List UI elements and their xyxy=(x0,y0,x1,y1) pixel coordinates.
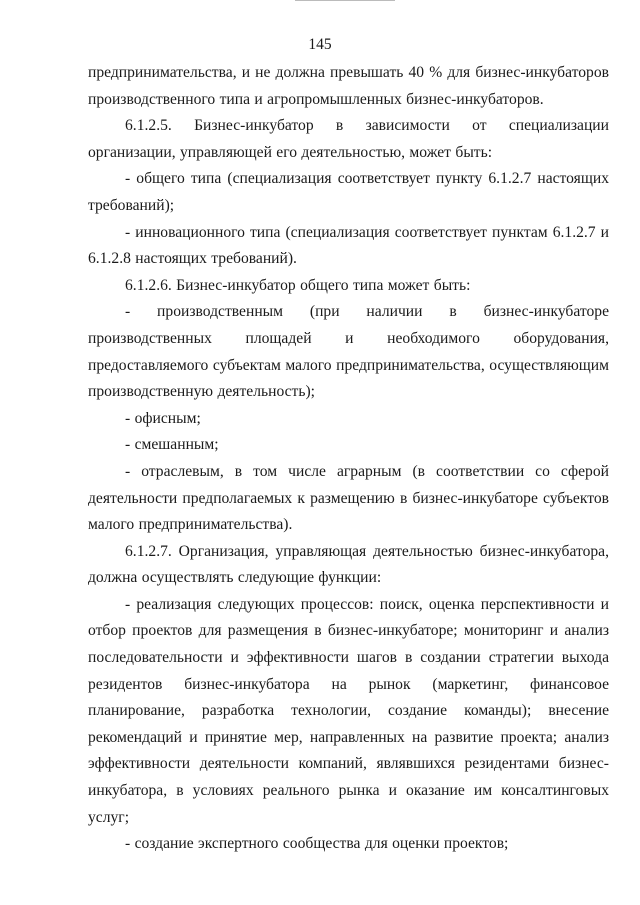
list-item-mixed: - смешанным; xyxy=(125,436,219,454)
page-number: 145 xyxy=(308,36,332,53)
list-item-processes: - реализация следующих процессов: поиск, оценка перспективности и отбор проектов для размещения в бизнес-инкубаторе; мониторинг и анализ последовательности и эффективности шагов в создании стратегии выхода резидентов бизнес-инкубатора на рынок (маркетинг, финансовое планирование, разработка технологии, создание команды); внесение рекомендаций и принятие мер, направленных на развитие проекта; анализ эффективности деятельности компаний, являвшихся резидентами бизнес-инкубатора, в условиях реального рынка и оказание им консалтинговых услуг; xyxy=(88,595,609,826)
paragraph-6-1-2-6: 6.1.2.6. Бизнес-инкубатор общего типа может быть: xyxy=(125,276,471,294)
list-item-sectoral: - отраслевым, в том числе аграрным (в соответствии со сферой деятельности предполагаемых к размещению в бизнес-инкубаторе субъектов малого предпринимательства). xyxy=(88,462,609,534)
list-item-office: - офисным; xyxy=(125,409,201,427)
paragraph-6-1-2-5: 6.1.2.5. Бизнес-инкубатор в зависимости от специализации организации, управляющей его деятельностью, может быть: xyxy=(88,117,609,161)
list-item-expert-community: - создание экспертного сообщества для оценки проектов; xyxy=(125,835,509,853)
paragraph-continuation: предпринимательства, и не должна превышать 40 % для бизнес-инкубаторов производственного типа и агропромышленных бизнес-инкубаторов. xyxy=(88,64,609,108)
list-item-innovation-type: - инновационного типа (специализация соответствует пунктам 6.1.2.7 и 6.1.2.8 настоящих требований). xyxy=(88,223,609,268)
paragraph-6-1-2-7: 6.1.2.7. Организация, управляющая деятельностью бизнес-инкубатора, должна осуществлять следующие функции: xyxy=(88,542,609,587)
document-body xyxy=(88,60,609,858)
page-top-edge-mark xyxy=(295,0,395,1)
list-item-general-type: - общего типа (специализация соответствует пункту 6.1.2.7 настоящих требований); xyxy=(88,170,609,214)
list-item-production: - производственным (при наличии в бизнес-инкубаторе производственных площадей и необходимого оборудования, предоставляемого субъектам малого предпринимательства, осуществляющим производственную деятельность); xyxy=(88,303,609,401)
